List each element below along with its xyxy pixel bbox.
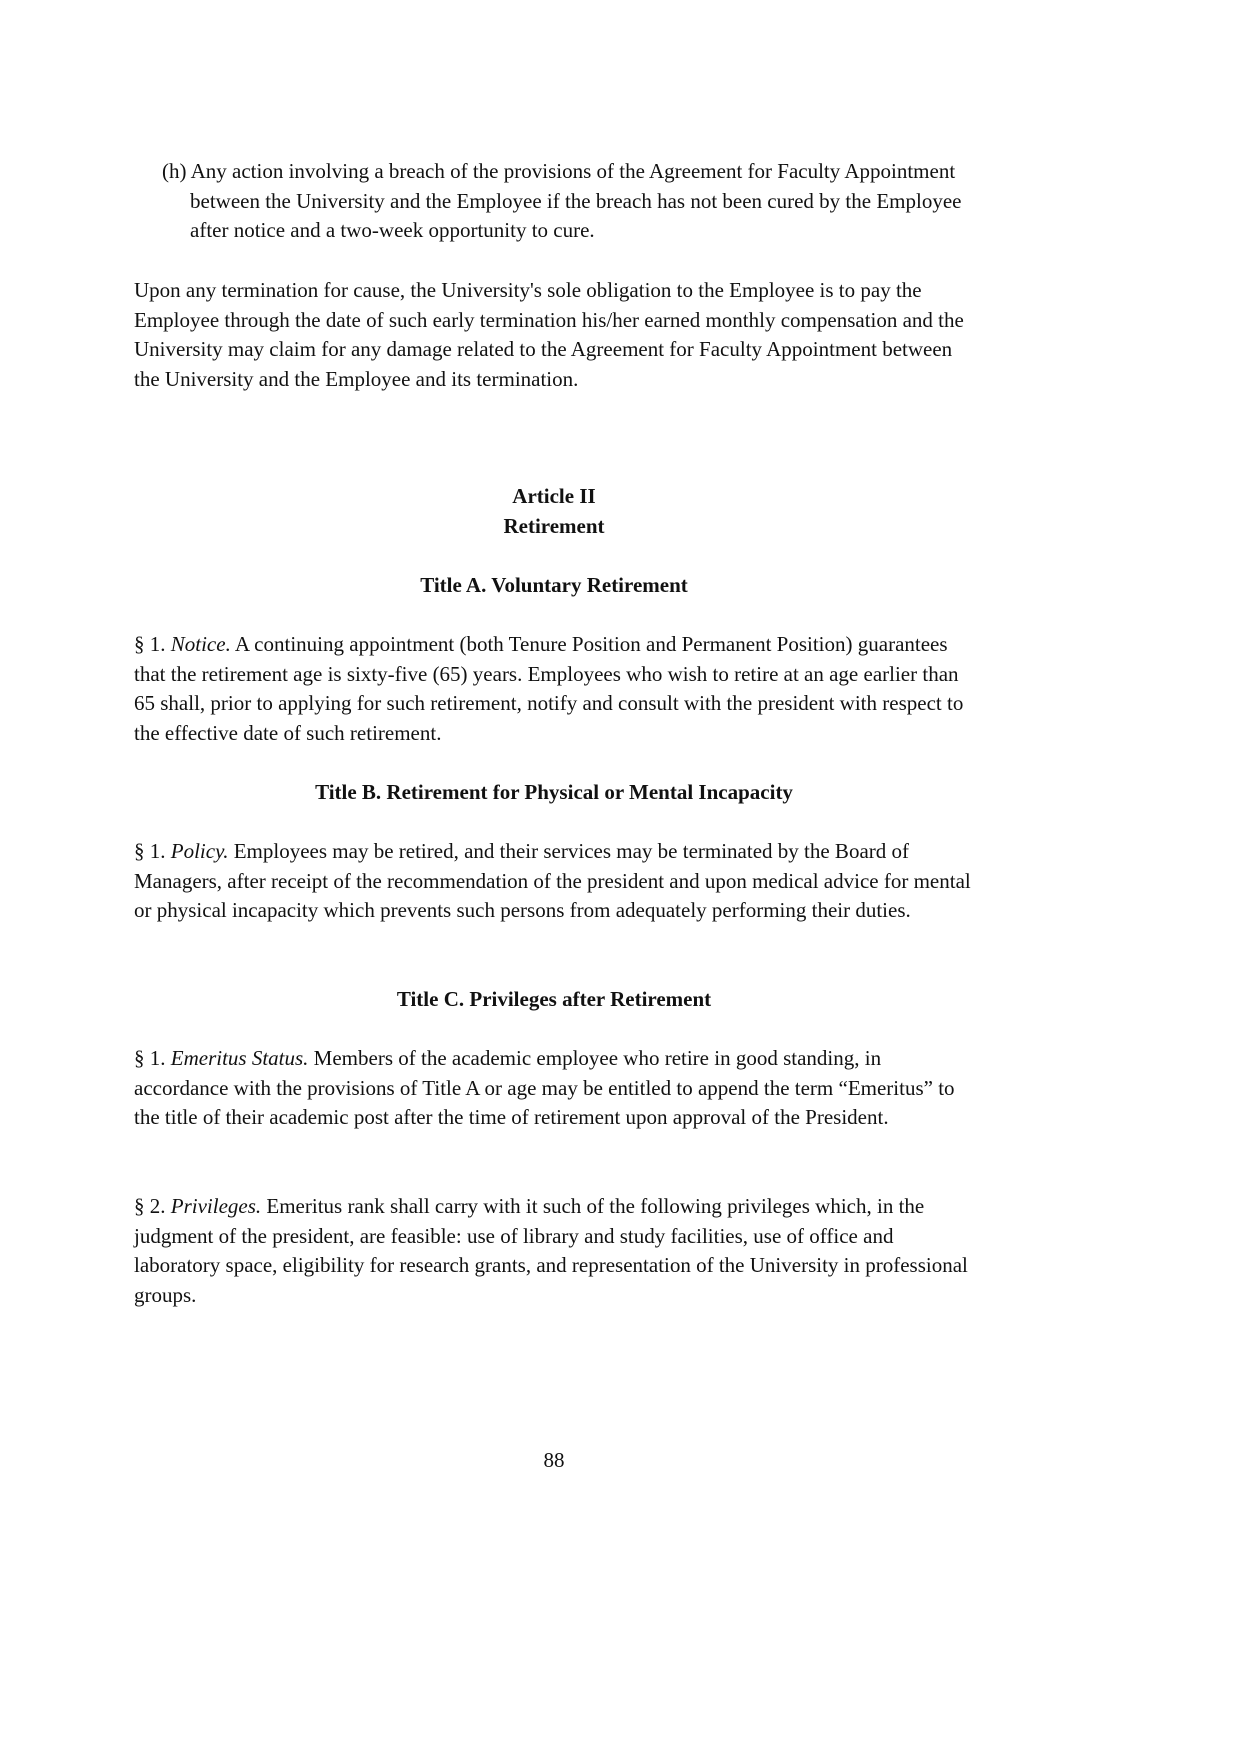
- section-label: Privileges.: [170, 1194, 262, 1218]
- section-number: § 1.: [134, 1046, 166, 1070]
- title-b-heading: Title B. Retirement for Physical or Mental Incapacity: [315, 780, 793, 804]
- section-number: § 2.: [134, 1194, 166, 1218]
- article-number: Article II: [512, 484, 596, 508]
- title-c-section-1: [134, 1044, 979, 1133]
- item-marker: (h): [162, 159, 187, 183]
- section-label: Notice.: [170, 632, 231, 656]
- section-text: Members of the academic employee who retire in good standing, in accordance with the provisions of Title A or age may be entitled to append the term “Emeritus” to the title of their academic post after the time of retirement upon approval of the President.: [134, 1046, 955, 1130]
- title-a-section-1: [134, 630, 979, 748]
- termination-paragraph: Upon any termination for cause, the University's sole obligation to the Employee is to pay the Employee through the date of such early termination his/her earned monthly compensation and the University may claim for any damage related to the Agreement for Faculty Appointment between the University and the Employee and its termination.: [134, 278, 964, 391]
- section-label: Emeritus Status.: [170, 1046, 309, 1070]
- section-label: Policy.: [170, 839, 229, 863]
- item-text: Any action involving a breach of the provisions of the Agreement for Faculty Appointment between the University and the Employee if the breach has not been cured by the Employee after notice and a two-week opportunity to cure.: [190, 159, 962, 243]
- title-c-heading: Title C. Privileges after Retirement: [396, 987, 712, 1011]
- list-item-h: [162, 157, 990, 246]
- section-text: A continuing appointment (both Tenure Position and Permanent Position) guarantees that the retirement age is sixty-five (65) years. Employees who wish to retire at an age earlier than 65 shall, prior to applying for such retirement, notify and consult with the president with respect to the effective date of such retirement.: [134, 632, 964, 745]
- title-b-section-1: [134, 837, 979, 926]
- section-number: § 1.: [134, 632, 166, 656]
- title-c-section-2: [134, 1192, 979, 1310]
- section-number: § 1.: [134, 839, 166, 863]
- title-a-heading: Title A. Voluntary Retirement: [420, 573, 688, 597]
- section-text: Emeritus rank shall carry with it such of the following privileges which, in the judgment of the president, are feasible: use of library and study facilities, use of office and laboratory space, eligibility for research grants, and representation of the University in professional groups.: [134, 1194, 968, 1307]
- article-title: Retirement: [503, 514, 605, 538]
- section-text: Employees may be retired, and their services may be terminated by the Board of Managers, after receipt of the recommendation of the president and upon medical advice for mental or physical incapacity which prevents such persons from adequately performing their duties.: [134, 839, 971, 923]
- page-number: 88: [543, 1448, 565, 1472]
